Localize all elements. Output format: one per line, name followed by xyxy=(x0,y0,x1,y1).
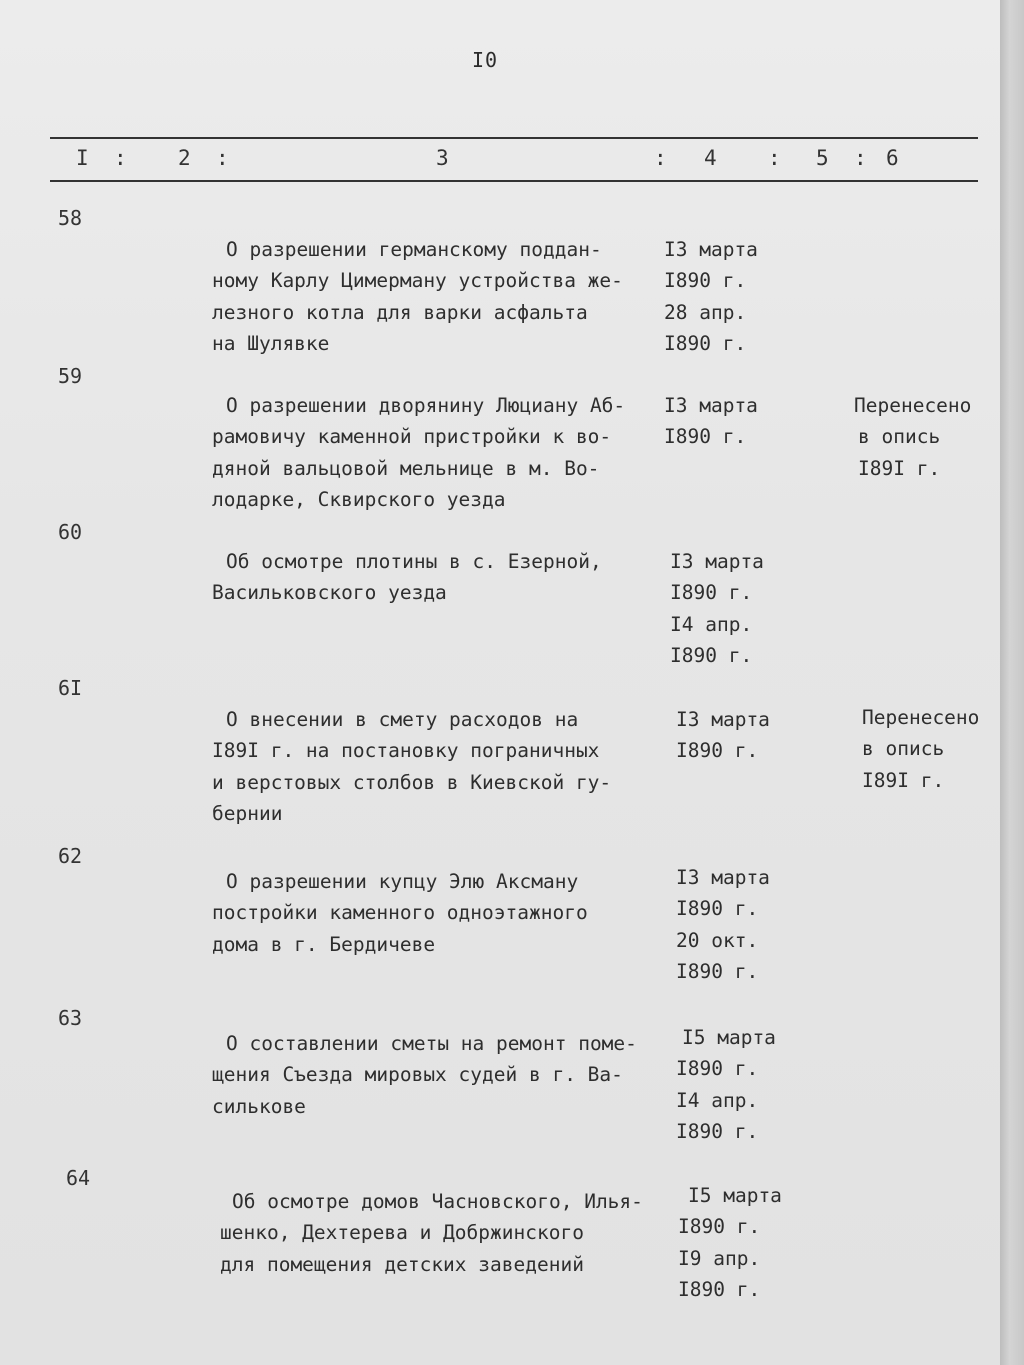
entry-dates xyxy=(676,672,770,798)
description-line: О разрешении купцу Элю Аксману xyxy=(226,869,579,893)
column-header-6: 6 xyxy=(886,146,899,170)
column-header-2: 2 xyxy=(178,146,191,170)
entry-note xyxy=(854,358,971,516)
description-line: лезного котла для варки асфальта xyxy=(212,300,588,324)
description-line: рамовичу каменной пристройки к во- xyxy=(212,425,612,448)
date-line: I890 г. xyxy=(676,960,759,983)
entry-number: 62 xyxy=(58,844,83,868)
description-line: О разрешении германскому поддан- xyxy=(226,237,602,261)
date-line: I890 г. xyxy=(678,1215,761,1238)
date-line: I9 апр. xyxy=(678,1246,761,1270)
column-separator: : xyxy=(854,146,867,170)
note-line: Перенесено xyxy=(854,393,972,417)
description-line: I89I г. на постановку пограничных xyxy=(212,739,600,762)
date-line: I3 марта xyxy=(664,237,758,261)
description-line: бернии xyxy=(212,802,283,825)
description-line: шенко, Дехтерева и Добржинского xyxy=(220,1221,584,1244)
date-line: 28 апр. xyxy=(664,300,747,324)
description-line: постройки каменного одноэтажного xyxy=(212,901,588,924)
entry-dates xyxy=(678,1148,782,1337)
entry-note xyxy=(862,670,979,828)
description-line: и верстовых столбов в Киевской гу- xyxy=(212,770,612,794)
description-line: О внесении в смету расходов на xyxy=(226,707,579,731)
date-line: I890 г. xyxy=(676,739,759,762)
entry-description xyxy=(212,834,588,992)
entry-description xyxy=(212,672,611,861)
date-line: I4 апр. xyxy=(676,1088,759,1112)
entry-number: 64 xyxy=(66,1166,91,1190)
date-line: I890 г. xyxy=(678,1278,761,1301)
date-line: I890 г. xyxy=(664,425,747,448)
header-rule-bottom xyxy=(50,180,978,182)
note-line: в опись xyxy=(858,425,941,448)
column-header-4: 4 xyxy=(704,146,717,170)
date-line: I890 г. xyxy=(676,1120,759,1143)
description-line: Об осмотре плотины в с. Езерной, xyxy=(226,549,602,573)
entry-number: 59 xyxy=(58,364,83,388)
date-line: I3 марта xyxy=(676,865,770,889)
date-line: I890 г. xyxy=(670,581,753,604)
column-header-1: I xyxy=(76,146,89,170)
entry-number: 6I xyxy=(58,676,83,700)
column-separator: : xyxy=(114,146,127,170)
note-line: в опись xyxy=(862,737,945,760)
entry-description xyxy=(212,514,602,640)
date-line: I890 г. xyxy=(664,269,747,292)
column-separator: : xyxy=(768,146,781,170)
description-line: щения Съезда мировых судей в г. Ва- xyxy=(212,1063,623,1086)
entry-number: 63 xyxy=(58,1006,83,1030)
description-line: на Шулявке xyxy=(212,332,330,355)
description-line: Васильковского уезда xyxy=(212,581,447,604)
date-line: 20 окт. xyxy=(676,928,759,952)
description-line: ному Карлу Цимерману устройства же- xyxy=(212,269,623,292)
date-line: I890 г. xyxy=(670,644,753,667)
date-line: I5 марта xyxy=(688,1183,782,1207)
description-line: лодарке, Сквирского уезда xyxy=(212,488,506,511)
description-line: О составлении сметы на ремонт поме- xyxy=(226,1031,637,1055)
description-line: О разрешении дворянину Люциану Аб- xyxy=(226,393,626,417)
date-line: I5 марта xyxy=(682,1025,776,1049)
description-line: силькове xyxy=(212,1094,306,1118)
date-line: I4 апр. xyxy=(670,612,753,636)
column-separator: : xyxy=(654,146,667,170)
date-line: I890 г. xyxy=(664,332,747,355)
page-number: I0 xyxy=(472,48,499,72)
note-line: Перенесено xyxy=(862,705,980,729)
description-line: дяной вальцовой мельнице в м. Во- xyxy=(212,456,600,480)
description-line: для помещения детских заведений xyxy=(220,1252,584,1276)
note-line: I89I г. xyxy=(862,768,945,792)
date-line: I3 марта xyxy=(664,393,758,417)
entry-description xyxy=(220,1154,643,1312)
entry-number: 60 xyxy=(58,520,83,544)
page-edge xyxy=(1000,0,1024,1365)
date-line: I890 г. xyxy=(676,1057,759,1080)
date-line: I890 г. xyxy=(676,897,759,920)
description-line: Об осмотре домов Часновского, Илья- xyxy=(232,1189,643,1213)
column-separator: : xyxy=(216,146,229,170)
column-header-5: 5 xyxy=(816,146,829,170)
entry-dates xyxy=(664,358,758,484)
date-line: I3 марта xyxy=(676,707,770,731)
date-line: I3 марта xyxy=(670,549,764,573)
column-header-3: 3 xyxy=(436,146,449,170)
header-rule-top xyxy=(50,137,978,139)
note-line: I89I г. xyxy=(858,456,941,480)
entry-number: 58 xyxy=(58,206,83,230)
description-line: дома в г. Бердичеве xyxy=(212,932,436,956)
entry-description xyxy=(212,996,637,1154)
